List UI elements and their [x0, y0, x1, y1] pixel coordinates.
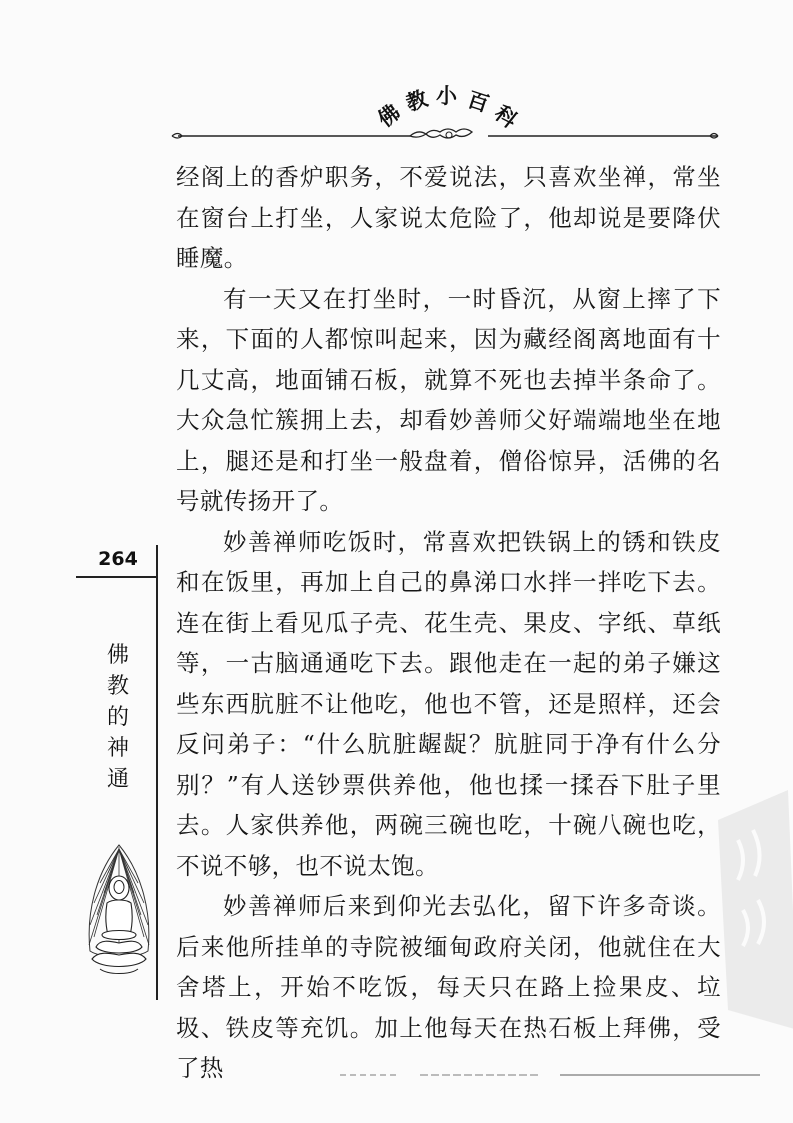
paragraph: 经阁上的香炉职务，不爱说法，只喜欢坐禅，常坐在窗台上打坐，人家说太危险了，他却说是要降伏睡魔。	[176, 163, 721, 272]
running-header-title	[0, 0, 793, 133]
header-char: 佛	[372, 99, 405, 132]
section-char: 神	[106, 736, 129, 761]
section-char: 的	[106, 705, 129, 730]
section-char: 教	[106, 674, 129, 699]
watermark-stamp-icon	[708, 780, 793, 1030]
body-text	[176, 157, 721, 1089]
paragraph: 妙善禅师吃饭时，常喜欢把铁锅上的锈和铁皮和在饭里，再加上自己的鼻涕口水拌一拌吃下去。连在街上看见瓜子壳、花生壳、果皮、字纸、草纸等，一古脑通通吃下去。跟他走在一起的弟子嫌这些东西肮脏不让他吃，他也不管，还是照样，还会反问弟子：“什么肮脏龌龊？肮脏同于净有什么分别？”有人送钞票供养他，他也揉一揉吞下肚子里去。人家供养他，两碗三碗也吃，十碗八碗也吃，不说不够，也不说太饱。	[176, 527, 721, 880]
paragraph: 有一天又在打坐时，一时昏沉，从窗上摔了下来，下面的人都惊叫起来，因为藏经阁离地面有十几丈高，地面铺石板，就算不死也去掉半条命了。大众急忙簇拥上去，却看妙善师父好端端地坐在地上，腿还是和打坐一般盘着，僧俗惊异，活佛的名号就传扬开了。	[176, 284, 721, 515]
section-char: 佛	[106, 643, 129, 668]
page-number: 264	[98, 548, 138, 570]
header-ornament-rule	[170, 128, 725, 142]
paragraph: 妙善禅师后来到仰光去弘化，留下许多奇谈。后来他所挂单的寺院被缅甸政府关闭，他就住在大舍塔上，开始不吃饭，每天只在路上捡果皮、垃圾、铁皮等充饥。加上他每天在热石板上拜佛，受了热	[176, 892, 721, 1082]
header-char: 科	[490, 100, 523, 133]
section-title-vertical	[103, 640, 133, 795]
margin-rule-horizontal	[76, 576, 158, 578]
header-char: 百	[464, 86, 493, 117]
margin-rule-vertical	[156, 545, 158, 1000]
buddha-illustration-icon	[86, 843, 152, 981]
section-char: 通	[106, 767, 129, 792]
footer-scan-marks	[340, 1071, 760, 1079]
header-char: 小	[436, 83, 457, 108]
header-char: 教	[402, 85, 431, 116]
